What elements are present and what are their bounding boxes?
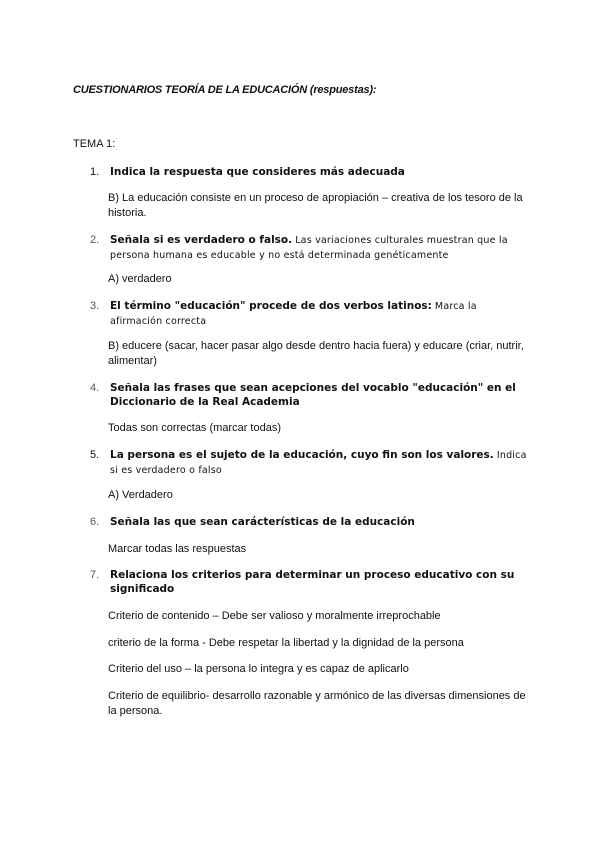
- document-title: CUESTIONARIOS TEORÍA DE LA EDUCACIÓN (respuestas):: [73, 84, 377, 96]
- answer-7-item: Criterio del uso – la persona lo integra y es capaz de aplicarlo: [108, 663, 409, 675]
- question-number: 6.: [90, 516, 100, 528]
- question-subtext: Indica si es verdadero o falso: [110, 450, 527, 476]
- answer-1: B) La educación consiste en un proceso de apropiación – creativa de los tesoro de la historia.: [108, 192, 523, 219]
- question-number: 5.: [90, 449, 100, 461]
- answer-4: Todas son correctas (marcar todas): [108, 422, 282, 434]
- answer-5: A) Verdadero: [108, 489, 173, 501]
- question-number: 3.: [90, 300, 100, 312]
- question-1: [90, 165, 530, 179]
- question-text: Señala si es verdadero o falso.: [110, 234, 293, 246]
- question-text: El término "educación" procede de dos verbos latinos:: [110, 300, 432, 312]
- question-subtext: Las variaciones culturales muestran que la persona humana es educable y no está determinada genéticamente: [110, 235, 508, 261]
- answer-7-item: Criterio de contenido – Debe ser valioso y moralmente irreprochable: [108, 610, 441, 622]
- question-number: 4.: [90, 382, 100, 394]
- question-text: Señala las frases que sean acepciones del vocablo "educación" en el Diccionario de la Real Academia: [110, 382, 516, 408]
- question-5: [90, 448, 530, 478]
- question-text: Señala las que sean carácterísticas de la educación: [110, 516, 415, 528]
- question-6: [90, 515, 530, 529]
- question-subtext: Marca la afirmación correcta: [110, 301, 477, 327]
- question-number: 7.: [90, 569, 100, 581]
- question-number: 1.: [90, 166, 100, 178]
- question-text: La persona es el sujeto de la educación, cuyo fin son los valores.: [110, 449, 494, 461]
- question-3: [90, 299, 530, 329]
- question-2: [90, 233, 530, 263]
- question-7: [90, 568, 530, 596]
- question-number: 2.: [90, 234, 100, 246]
- answer-6: Marcar todas las respuestas: [108, 543, 247, 555]
- question-4: [90, 381, 530, 409]
- question-text: Relaciona los criterios para determinar un proceso educativo con su significado: [110, 569, 515, 595]
- answer-7-item: Criterio de equilibrio- desarrollo razonable y armónico de las diversas dimensiones de la persona.: [108, 690, 526, 717]
- answer-2: A) verdadero: [108, 273, 172, 285]
- answer-3: B) educere (sacar, hacer pasar algo desde dentro hacia fuera) y educare (criar, nutrir, alimentar): [108, 340, 524, 367]
- section-heading: TEMA 1:: [73, 138, 116, 150]
- answer-7-item: criterio de la forma - Debe respetar la libertad y la dignidad de la persona: [108, 637, 464, 649]
- question-text: Indica la respuesta que consideres más adecuada: [110, 166, 405, 178]
